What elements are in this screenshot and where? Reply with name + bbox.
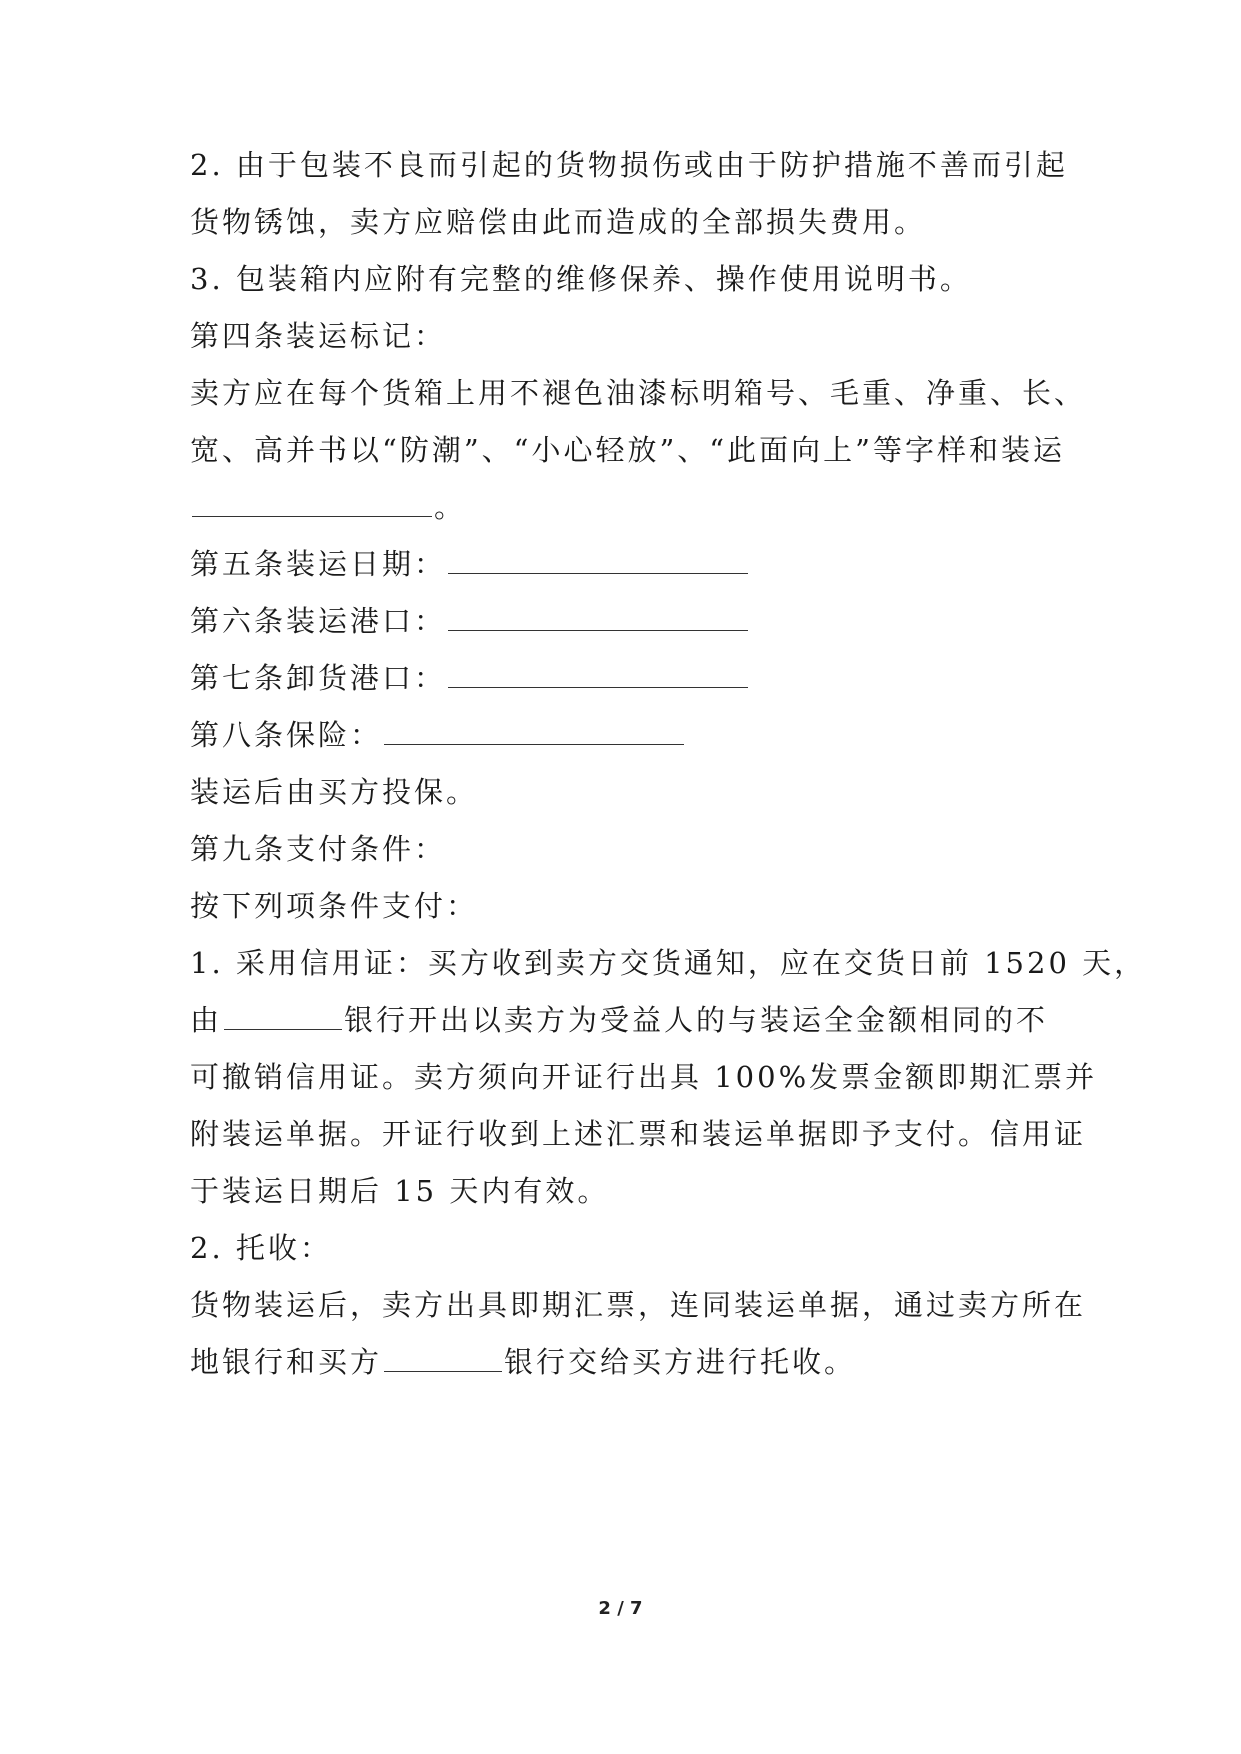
- fill-in-blank: [192, 488, 432, 517]
- section-heading: 第六条装运港口：: [190, 604, 447, 638]
- fill-in-blank: [448, 602, 748, 631]
- section-heading: 第八条保险：: [190, 718, 383, 752]
- section-heading: 2. 托收：: [190, 1231, 332, 1265]
- paragraph-line: 地银行和买方: [190, 1345, 383, 1379]
- paragraph-line: 银行开出以卖方为受益人的与装运全金额相同的不: [344, 1003, 1049, 1037]
- paragraph-line: 。: [434, 490, 467, 524]
- page-number: 2 / 7: [598, 1598, 643, 1619]
- fill-in-blank: [384, 1343, 502, 1372]
- paragraph-line: 可撤销信用证。卖方须向开证行出具 100%发票金额即期汇票并: [190, 1060, 1098, 1094]
- paragraph-line: 货物锈蚀，卖方应赔偿由此而造成的全部损失费用。: [190, 205, 927, 239]
- fill-in-blank: [448, 659, 748, 688]
- paragraph-row: [190, 1000, 1048, 1040]
- section-heading: 第七条卸货港口：: [190, 661, 447, 695]
- paragraph-line: 货物装运后，卖方出具即期汇票，连同装运单据，通过卖方所在: [190, 1288, 1087, 1322]
- paragraph-line: 装运后由买方投保。: [190, 775, 479, 809]
- paragraph-line: 卖方应在每个货箱上用不褪色油漆标明箱号、毛重、净重、长、: [190, 376, 1087, 410]
- paragraph-line: 1. 采用信用证：买方收到卖方交货通知，应在交货日前 1520 天，: [190, 946, 1147, 980]
- fill-in-blank: [448, 545, 748, 574]
- blank-line-row: [190, 487, 466, 527]
- paragraph-line: 宽、高并书以“防潮”、“小心轻放”、“此面向上”等字样和装运: [190, 433, 1065, 467]
- paragraph-line: 附装运单据。开证行收到上述汇票和装运单据即予支付。信用证: [190, 1117, 1087, 1151]
- paragraph-line: 按下列项条件支付：: [190, 889, 479, 923]
- section-heading-row: [190, 715, 686, 755]
- paragraph-line: 银行交给买方进行托收。: [504, 1345, 857, 1379]
- paragraph-line: 3. 包装箱内应附有完整的维修保养、操作使用说明书。: [190, 262, 972, 296]
- fill-in-blank: [384, 716, 684, 745]
- paragraph-row: [190, 1342, 856, 1382]
- paragraph-line: 于装运日期后 15 天内有效。: [190, 1174, 610, 1208]
- paragraph-line: 2. 由于包装不良而引起的货物损伤或由于防护措施不善而引起: [190, 148, 1068, 182]
- section-heading: 第五条装运日期：: [190, 547, 447, 581]
- section-heading: 第九条支付条件：: [190, 832, 447, 866]
- paragraph-line: 由: [190, 1003, 223, 1037]
- section-heading-row: [190, 658, 750, 698]
- fill-in-blank: [224, 1001, 342, 1030]
- section-heading: 第四条装运标记：: [190, 319, 447, 353]
- section-heading-row: [190, 601, 750, 641]
- section-heading-row: [190, 544, 750, 584]
